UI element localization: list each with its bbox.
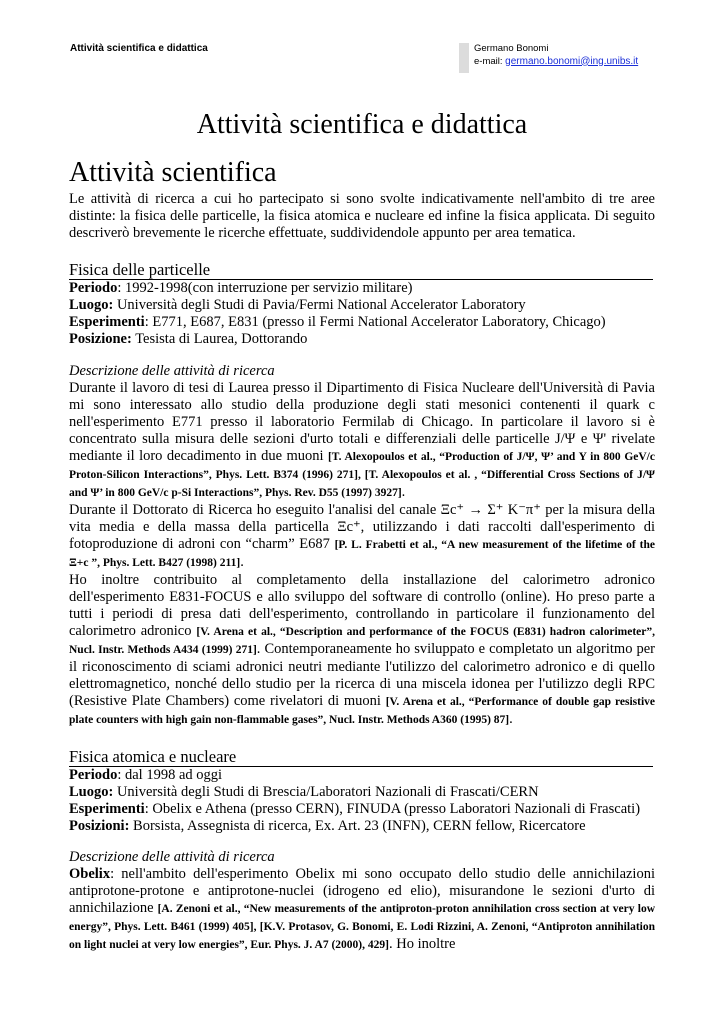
p1-end: . xyxy=(401,484,406,500)
header-section-title: Attività scientifica e didattica xyxy=(70,43,208,54)
label-posizione: Posizione: xyxy=(69,331,132,347)
obelix-text: : nell'ambito dell'esperimento Obelix mi sono occupato dello studio delle annichilazioni antiprotone-protone e antiprotone-nuclei (idrogeno ed elio), misurandone le sezioni d'urto di annichilazione xyxy=(69,866,655,916)
label-periodo: Periodo xyxy=(69,767,118,783)
p3-end: . xyxy=(509,711,513,727)
label-periodo: Periodo xyxy=(69,280,118,296)
p1-text: Durante il lavoro di tesi di Laurea presso il Dipartimento di Fisica Nucleare dell'Università di Pavia mi sono interessato allo studio della produzione degli stati mesonici contenenti il quark c nell'esperimento E771 presso il laboratorio Fermilab di Chicago. In particolare il lavoro si è concentrato sulla misura delle sezioni d'urto totali e differenziali delle particelle J/Ψ e Ψ' rivelate mediante il loro decadimento in due muoni xyxy=(69,380,655,464)
value-periodo: : 1992-1998(con interruzione per servizio militare) xyxy=(117,280,413,296)
p1-reference: [T. Alexopoulos et al., “Production of J/Ψ, Ψ’ and Y in 800 GeV/c Proton-Silicon Interactions”, Phys. Lett. B374 (1996) 271], [T. Alexopoulos et al. , “Differential Cross Sections of J/Ψ and Ψ’ in 800 GeV/c p-Si Interactions”, Phys. Rev. D55 (1997) 3927] xyxy=(69,451,655,499)
header-email-label: e-mail: xyxy=(474,55,506,67)
obelix-reference: [A. Zenoni et al., “New measurements of the antiproton-proton annihilation cross section at very low energy”, Phys. Lett. B461 (1999) 405], [K.V. Protasov, G. Bonomi, E. Lodi Rizzini, A. Zenoni, “Antiproton annihilation on light nuclei at very low energies”, Eur. Phys. J. A7 (2000), 429] xyxy=(69,903,655,951)
p3-text-a: Ho inoltre contribuito al completamento della installazione del calorimetro adronico dell'esperimento E831-FOCUS e allo sviluppo del software di controllo (online). Ho preso parte a tutti i periodi di presa dati dell'esperimento, controllando in particolare il funzionamento del calorimetro adronico xyxy=(69,572,655,639)
label-luogo: Luogo: xyxy=(69,784,114,800)
atomic-periodo xyxy=(69,767,655,784)
p2-end: . xyxy=(240,554,244,570)
label-esperimenti: Esperimenti xyxy=(69,801,145,817)
particles-posizione xyxy=(69,331,655,348)
document-body xyxy=(69,191,655,954)
obelix-end: . Ho inoltre xyxy=(388,936,456,952)
label-esperimenti: Esperimenti xyxy=(69,314,145,330)
p3-text-b: . Contemporaneamente ho sviluppato e completato un algoritmo per il riconoscimento di sciami adronici neutri mediante l'utilizzo del calorimetro adronico e di quello elettromagnetico, nonché dello studio per la ricerca di una miscela idonea per l'utilizzo degli RPC (Resistive Plate Chambers) come rivelatori di muoni xyxy=(69,641,655,709)
value-periodo: : dal 1998 ad oggi xyxy=(117,767,223,783)
atomic-paragraph-obelix xyxy=(69,866,655,954)
header-email-line xyxy=(474,56,638,69)
page-title: Attività scientifica e didattica xyxy=(196,109,528,140)
particles-paragraph-3 xyxy=(69,572,655,729)
spacer xyxy=(69,348,655,363)
label-posizioni: Posizioni: xyxy=(69,818,130,834)
p3-reference-1: [V. Arena et al., “Description and performance of the FOCUS (E831) hadron calorimeter”, Nucl. Instr. Methods A434 (1999) 271] xyxy=(69,626,655,656)
header-divider xyxy=(459,43,469,73)
particles-desc-title: Descrizione delle attività di ricerca xyxy=(69,363,275,379)
p3-reference-2: [V. Arena et al., “Performance of double gap resistive plate counters with high gain non-flammable gases”, Nucl. Instr. Methods A360 (1995) 87] xyxy=(69,696,655,726)
particles-esperimenti xyxy=(69,314,655,331)
value-esperimenti: : E771, E687, E831 (presso il Fermi National Accelerator Laboratory, Chicago) xyxy=(144,314,606,330)
heading-atomic: Fisica atomica e nucleare xyxy=(69,747,653,767)
obelix-label: Obelix xyxy=(69,866,111,882)
value-luogo: Università degli Studi di Brescia/Laboratori Nazionali di Frascati/CERN xyxy=(113,784,539,800)
p2-reference: [P. L. Frabetti et al., “A new measurement of the lifetime of the Ξ+c ”, Phys. Lett. B427 (1998) 211] xyxy=(69,539,655,569)
particles-paragraph-1 xyxy=(69,380,655,502)
atomic-luogo xyxy=(69,784,655,801)
particles-paragraph-2 xyxy=(69,502,655,572)
header-email-link[interactable]: germano.bonomi@ing.unibs.it xyxy=(505,55,639,67)
value-esperimenti: : Obelix e Athena (presso CERN), FINUDA (presso Laboratori Nazionali di Frascati) xyxy=(144,801,641,817)
value-luogo: Università degli Studi di Pavia/Fermi National Accelerator Laboratory xyxy=(113,297,526,313)
p2-text: Durante il Dottorato di Ricerca ho eseguito l'analisi del canale Ξc⁺ → Σ⁺ K⁻π⁺ per la misura della vita media e della massa della particella Ξc⁺, utilizzando i dati raccolti dall'esperimento di fotoproduzione di adroni con “charm” E687 xyxy=(69,502,655,552)
particles-periodo xyxy=(69,280,655,297)
value-posizioni: Borsista, Assegnista di ricerca, Ex. Art. 23 (INFN), CERN fellow, Ricercatore xyxy=(129,818,586,834)
atomic-posizioni xyxy=(69,818,655,835)
header-author-block xyxy=(474,43,638,68)
atomic-esperimenti xyxy=(69,801,655,818)
atomic-desc-title: Descrizione delle attività di ricerca xyxy=(69,849,275,865)
section-title: Attività scientifica xyxy=(69,157,277,188)
heading-particles: Fisica delle particelle xyxy=(69,260,653,280)
intro-paragraph: Le attività di ricerca a cui ho partecipato si sono svolte indicativamente nell'ambito di tre aree distinte: la fisica delle particelle, la fisica atomica e nucleare ed infine la fisica applicata. Di seguito descriverò brevemente le ricerche effettuate, suddividendole appunto per area tematica. xyxy=(69,191,655,241)
particles-luogo xyxy=(69,297,655,314)
spacer xyxy=(69,835,655,849)
header-author-name: Germano Bonomi xyxy=(474,43,549,54)
label-luogo: Luogo: xyxy=(69,297,114,313)
value-posizione: Tesista di Laurea, Dottorando xyxy=(131,331,308,347)
